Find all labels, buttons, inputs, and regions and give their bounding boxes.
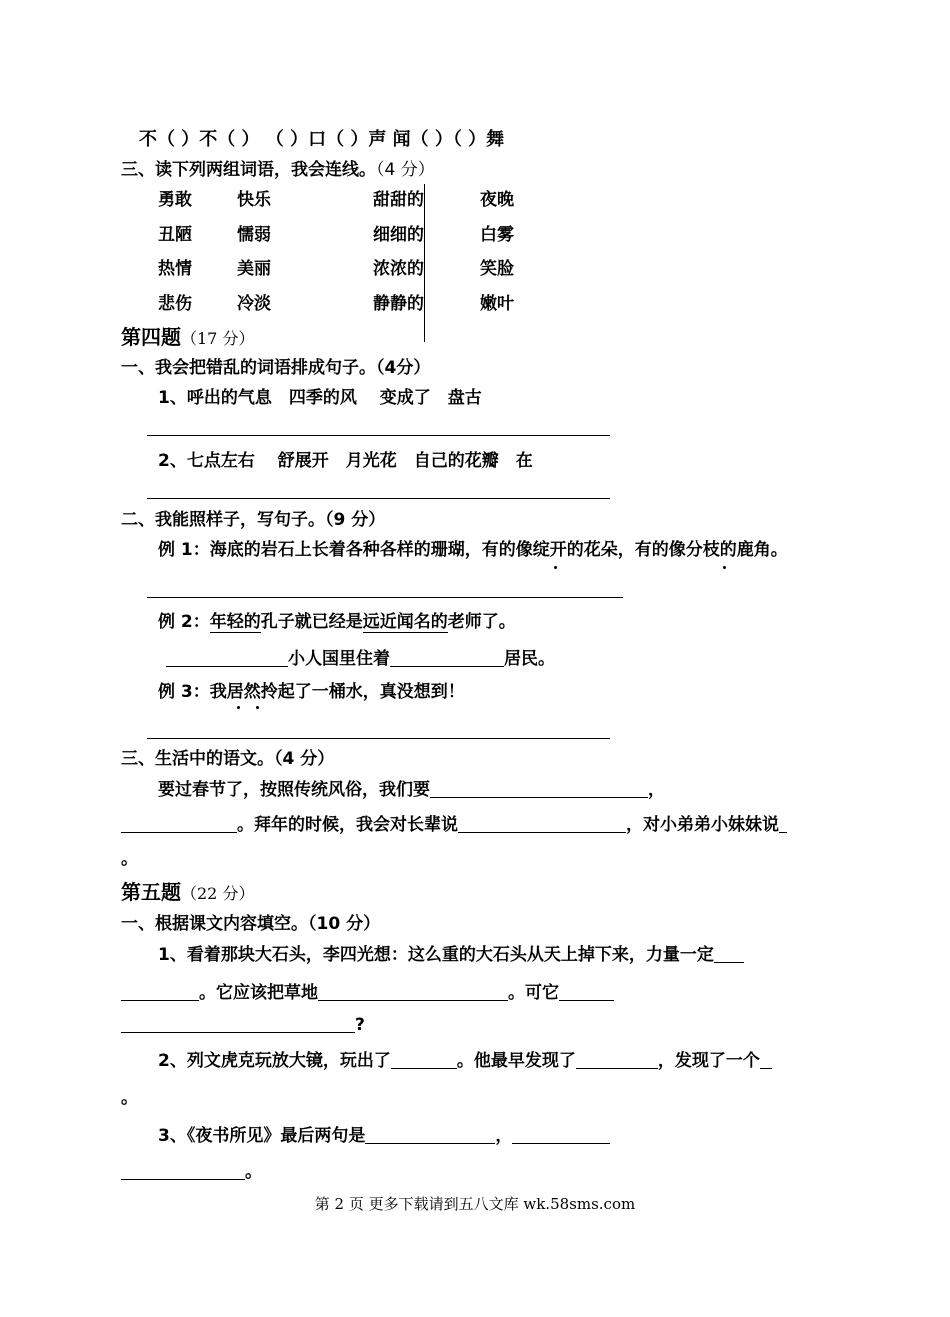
q5-blank-11[interactable] (121, 1163, 245, 1180)
example-2 (158, 614, 516, 631)
word-col2-2: 懦弱 (237, 225, 271, 245)
q5-item1-text-a: 1、看着那块大石头，李四光想：这么重的大石头从天上掉下来，力量一定 (158, 945, 714, 965)
q5-blank-3[interactable] (318, 984, 508, 1001)
q5-item2 (158, 1052, 772, 1070)
answer-line-1[interactable] (147, 435, 610, 436)
answer-line-3[interactable] (147, 597, 623, 598)
word-col2-4: 冷淡 (237, 294, 271, 314)
life-end: 。 (121, 849, 138, 869)
example-2-mid: 孔子就已经是 (260, 612, 363, 632)
word-col1-4: 悲伤 (158, 294, 192, 314)
divider-line (424, 184, 425, 342)
q5-item2-text-c: ，发现了一个 (657, 1051, 760, 1071)
q5-item2-text-b: 。他最早发现了 (456, 1051, 576, 1071)
word-col1-1: 勇敢 (158, 190, 192, 210)
q4-part1-heading: 一、我会把错乱的词语排成句子。（4分） (121, 358, 431, 378)
q5-item2-end: 。 (121, 1088, 138, 1108)
emphasis-dot (237, 706, 240, 709)
q5-blank-8[interactable] (760, 1052, 772, 1069)
answer-line-2[interactable] (147, 498, 610, 499)
example-1: 例 1：海底的岩石上长着各种各样的珊瑚，有的像绽开的花朵，有的像分枝的鹿角。 (158, 540, 788, 560)
emphasis-dot (554, 566, 557, 569)
word-col3-4: 静静的 (373, 294, 424, 314)
word-col3-1: 甜甜的 (373, 190, 424, 210)
life-line-2-text-a: 。拜年的时候，我会对长辈说 (237, 815, 458, 835)
matching-heading (121, 162, 435, 179)
word-col4-4: 嫩叶 (480, 294, 514, 314)
q5-item3-end: 。 (245, 1162, 262, 1182)
q5-blank-1[interactable] (714, 946, 744, 963)
word-col3-2: 细细的 (373, 225, 424, 245)
life-blank-4[interactable] (779, 816, 787, 833)
q5-item1-line2 (121, 984, 614, 1002)
q5-blank-9[interactable] (365, 1127, 495, 1144)
q4-points: （17 分） (181, 329, 255, 348)
word-col4-3: 笑脸 (480, 259, 514, 279)
example-2-end: 老师了。 (447, 612, 516, 632)
matching-heading-text: 三、读下列两组词语，我会连线。 (121, 160, 376, 180)
example-2-underline-2: 远近闻名的 (362, 612, 448, 632)
life-line-2 (121, 816, 787, 834)
q5-points: （22 分） (181, 884, 255, 903)
matching-points: （4 分） (376, 160, 435, 180)
life-comma: ， (648, 780, 665, 800)
q5-item3 (158, 1127, 610, 1145)
q5-item1-line3 (121, 1016, 365, 1034)
emphasis-dot (723, 566, 726, 569)
word-col2-3: 美丽 (237, 259, 271, 279)
emphasis-dot (256, 706, 259, 709)
q5-item2-text-a: 2、列文虎克玩放大镜，玩出了 (158, 1051, 391, 1071)
q4-title-row (121, 327, 254, 348)
life-blank-2[interactable] (121, 816, 237, 833)
example-2-underline-1: 年轻的 (209, 612, 261, 632)
fill-blank-2[interactable] (390, 650, 504, 667)
q5-blank-5[interactable] (121, 1016, 355, 1033)
q5-item1-text-b: 。它应该把草地 (199, 983, 318, 1003)
life-blank-3[interactable] (458, 816, 626, 833)
q5-item1-text-c: 。可它 (508, 983, 559, 1003)
q5-item1-line1 (158, 946, 744, 964)
page-footer: 第 2 页 更多下载请到五八文库 wk.58sms.com (314, 1195, 636, 1213)
life-line-1-text: 要过春节了，按照传统风俗，我们要 (158, 780, 430, 800)
life-line-1 (158, 781, 665, 799)
fill-sentence-mid: 小人国里住着 (288, 649, 390, 669)
q5-title: 第五题 (121, 880, 181, 904)
word-col2-1: 快乐 (237, 190, 271, 210)
idiom-fill-line: 不（ ）不（ ） （ ）口（ ）声 闻（ ）（ ）舞 (139, 129, 505, 150)
word-col4-1: 夜晚 (480, 190, 514, 210)
q5-item1-text-d: ? (355, 1015, 365, 1035)
word-col3-3: 浓浓的 (373, 259, 424, 279)
word-col1-3: 热情 (158, 259, 192, 279)
q5-blank-7[interactable] (576, 1052, 658, 1069)
word-col4-2: 白雾 (480, 225, 514, 245)
life-line-2-text-b: ，对小弟弟小妹妹说 (626, 815, 779, 835)
q4-part2-heading: 二、我能照样子，写句子。（9 分） (121, 510, 386, 530)
q4-part3-heading: 三、生活中的语文。（4 分） (121, 749, 335, 769)
q5-blank-2[interactable] (121, 984, 199, 1001)
q5-item3-line2 (121, 1163, 262, 1181)
q5-blank-4[interactable] (559, 984, 614, 1001)
q5-blank-6[interactable] (391, 1052, 457, 1069)
example-2-prefix: 例 2： (158, 612, 210, 632)
word-col1-2: 丑陋 (158, 225, 192, 245)
fill-blank-1[interactable] (166, 650, 288, 667)
q4-title: 第四题 (121, 325, 181, 349)
q5-title-row (121, 882, 254, 903)
fill-sentence-end: 居民。 (504, 649, 555, 669)
q5-item3-text-a: 3、《夜书所见》最后两句是 (158, 1126, 366, 1146)
q5-item3-text-b: ， (495, 1126, 513, 1146)
example-3: 例 3：我居然拎起了一桶水，真没想到！ (158, 682, 465, 702)
q5-blank-10[interactable] (512, 1127, 610, 1144)
fill-sentence (166, 650, 555, 668)
life-blank-1[interactable] (430, 781, 648, 798)
q5-part1-heading: 一、根据课文内容填空。（10 分） (121, 914, 381, 934)
answer-line-4[interactable] (147, 738, 610, 739)
q4-item1: 1、呼出的气息 四季的风 变成了 盘古 (158, 388, 482, 408)
q4-item2: 2、七点左右 舒展开 月光花 自己的花瓣 在 (158, 451, 533, 471)
